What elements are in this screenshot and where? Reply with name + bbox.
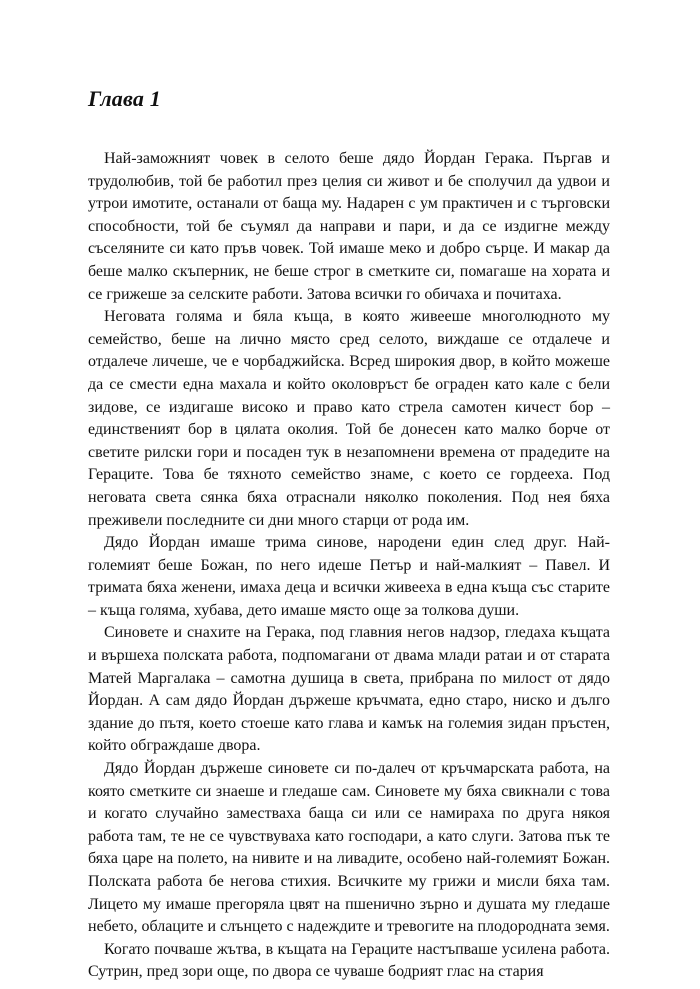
chapter-title: Глава 1 — [88, 86, 161, 111]
paragraph-6: Когато почваше жътва, в къщата на Гераците настъпваше усилена работа. Сутрин, пред зори още, по двора се чуваше бодрият глас на стария — [88, 940, 610, 981]
chapter-body — [88, 148, 610, 984]
paragraph-3: Дядо Йордан имаше трима синове, народени един след друг. Най-големият беше Божан, по него идеше Петър и най-малкият – Павел. И тримата бяха женени, имаха деца и всички живееха в една къща със старите – къща голяма, хубава, дето имаше място още за толкова души. — [88, 534, 610, 619]
paragraph-2: Неговата голяма и бяла къща, в която живееше многолюдното му семейство, беше на лично място сред селото, виждаше се отдалече и отдалече личеше, че е чорбаджийска. Всред широкия двор, в който можеше да се смести една махала и който околовръст бе ограден като кале с бели зидове, се издигаше високо и право като стрела самотен кичест бор – единственият бор в цялата околия. Той бе донесен като малко борче от светите рилски гори и посаден тук в незапомнени времена от прадедите на Гераците. Това бе тяхното семейство знаме, с което се гордееха. Под неговата света сянка бяха отраснали няколко поколения. Под нея бяха преживели последните си дни много старци от рода им. — [88, 308, 610, 529]
paragraph-4: Синовете и снахите на Герака, под главния негов надзор, гледаха къщата и вършеха полската работа, подпомагани от двама млади ратаи и от старата Матей Маргалака – самотна душица в света, прибрана по милост от дядо Йордан. А сам дядо Йордан държеше кръчмата, едно старо, ниско и дълго здание до пътя, което стоеше като глава и камък на големия зидан пръстен, който обграждаше двора. — [88, 624, 610, 755]
paragraph-1: Най-заможният човек в селото беше дядо Йордан Герака. Пъргав и трудолюбив, той бе работил през целия си живот и бе сполучил да удвои и утрои имотите, останали от баща му. Надарен с ум практичен и с търговски способности, той бе съумял да направи и пари, и да се издигне между съселяните си като пръв човек. Той имаше меко и добро сърце. И макар да беше малко скъперник, не беше строг в сметките си, помагаше на хората и се грижеше за селските работи. Затова всички го обичаха и почитаха. — [88, 150, 610, 303]
paragraph-5: Дядо Йордан държеше синовете си по-далеч от кръчмарската работа, на която сметките си знаеше и гледаше сам. Синовете му бяха свикнали с това и когато случайно заместваха баща си или се намираха по друга някоя работа там, те не се чувствуваха като господари, а като слуги. Затова пък те бяха царе на полето, на нивите и на ливадите, особено най-големият Божан. Полската работа бе негова стихия. Всичките му грижи и мисли бяха там. Лицето му имаше прегоряла цвят на пшенично зърно и душата му гледаше небето, облаците и слънцето с надеждите и тревогите на плодородната земя. — [88, 760, 610, 936]
